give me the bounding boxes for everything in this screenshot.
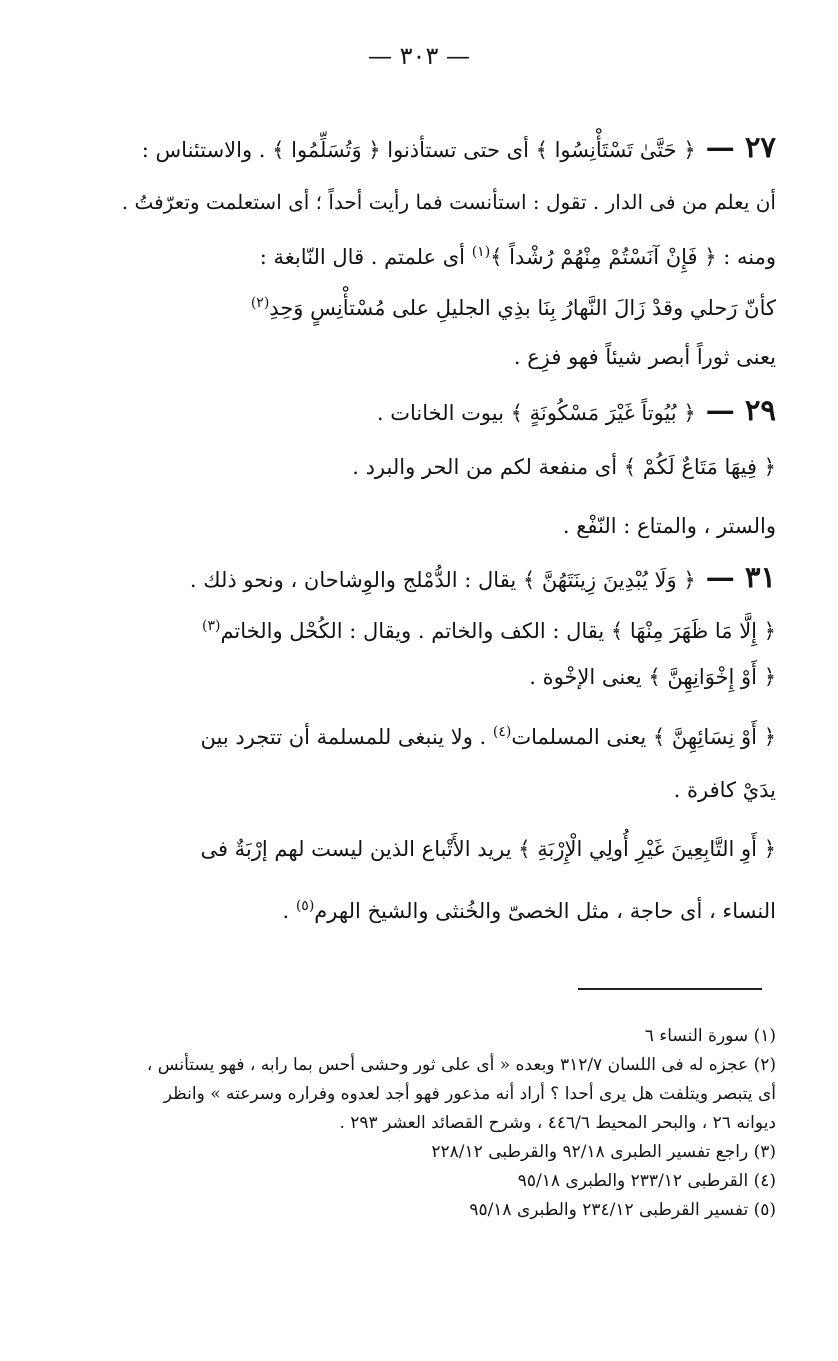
line-text: ومنه : ﴿ فَإِنْ آنَسْتُمْ مِنْهُمْ رُشْداً ﴾	[490, 245, 776, 269]
line-text: ﴿ وَلَا يُبْدِينَ زِينَتَهُنَّ ﴾ يقال : الدُّمْلج والوِشاحان ، ونحو ذلك .	[189, 568, 696, 592]
line-text: يدَيْ كافرة .	[673, 778, 776, 802]
text-line	[108, 652, 776, 702]
footnotes	[108, 1022, 776, 1225]
footnote-line: (١) سورة النساء ٦	[644, 1026, 776, 1046]
text-line	[108, 762, 776, 818]
line-text-continued: .	[282, 899, 296, 923]
verse-number: ٢٧ —	[695, 130, 776, 164]
text-line	[108, 498, 776, 554]
line-text: ﴿ فِيهَا مَتَاعٌ لَكُمْ ﴾ أى منفعة لكم من الحر والبرد .	[352, 455, 776, 479]
footnote-marker: (٤)	[492, 724, 512, 740]
footnote-line: (٤) القرطبى ٢٣٣/١٢ والطبرى ٩٥/١٨	[517, 1171, 776, 1191]
footnote-marker: (٢)	[250, 295, 270, 311]
main-text	[108, 118, 776, 932]
line-text-continued: . ولا ينبغى للمسلمة أن تتجرد بين	[200, 725, 493, 749]
text-line	[108, 880, 776, 932]
footnote-line: (٢) عجزه له فى اللسان ٣١٢/٧ وبعده « أى على ثور وحشى أحس بما رابه ، فهو يستأنس ،	[146, 1055, 776, 1075]
line-text-continued: أى علمتم . قال النّابغة :	[259, 245, 472, 269]
text-line	[108, 228, 776, 276]
verse-number: ٣١ —	[695, 560, 776, 594]
text-line	[108, 276, 776, 330]
line-text: يعنى ثوراً أبصر شيئاً فهو فزِع .	[513, 345, 776, 369]
footnote-line: أى يتبصر ويتلفت هل يرى أحدا ؟ أراد أنه مذعور فهو أجد لعدوه وفراره وسرعته » وانظر	[163, 1084, 776, 1104]
text-line	[108, 384, 776, 436]
text-line	[108, 600, 776, 652]
line-text: ﴿ أَوِ التَّابِعِينَ غَيْرِ أُولِي الْإِرْبَةِ ﴾ يريد الأَتْباع الذين ليست لهم إرْبَةٌ فى	[200, 837, 776, 861]
text-line	[108, 118, 776, 176]
line-text: ﴿ أَوْ إِخْوَانِهِنَّ ﴾ يعنى الإخْوة .	[529, 665, 776, 689]
line-text: النساء ، أى حاجة ، مثل الخصىّ والخُنثى والشيخ الهرم	[314, 899, 776, 923]
footnote-marker: (١)	[471, 244, 491, 260]
line-text: ﴿ أَوْ نِسَائِهِنَّ ﴾ يعنى المسلمات	[511, 725, 776, 749]
footnote-line: (٥) تفسير القرطبى ٢٣٤/١٢ والطبرى ٩٥/١٨	[469, 1200, 776, 1220]
footnote-marker: (٣)	[201, 618, 221, 634]
text-line	[108, 554, 776, 600]
line-text: ﴿ حَتَّىٰ تَسْتَأْنِسُوا ﴾ أى حتى تستأذنوا ﴿ وَتُسَلِّمُوا ﴾ . والاستئناس :	[141, 138, 696, 162]
line-text: والستر ، والمتاع : النّفْع .	[562, 514, 776, 538]
text-line	[108, 436, 776, 498]
footnote-line: (٣) راجع تفسير الطبرى ٩٢/١٨ والقرطبى ٢٢٨/١٢	[431, 1142, 776, 1162]
footnote-divider	[578, 988, 762, 990]
line-text: كأنّ رَحلي وقدْ زَالَ النَّهارُ بِنَا بذِي الجليلِ على مُسْتأْنِسٍ وَحِدِ	[269, 296, 776, 320]
page-number: — ٣٠٣ —	[368, 42, 470, 70]
text-line	[108, 702, 776, 762]
text-line	[108, 818, 776, 880]
footnote-marker: (٥)	[295, 898, 315, 914]
line-text: أن يعلم من فى الدار . تقول : استأنست فما رأيت أحداً ؛ أى استعلمت وتعرّفتُ .	[121, 190, 776, 214]
line-text: ﴿ إِلَّا مَا ظَهَرَ مِنْهَا ﴾ يقال : الكف والخاتم . ويقال : الكُحْل والخاتم	[220, 619, 776, 643]
text-line	[108, 176, 776, 228]
text-line	[108, 330, 776, 384]
line-text: ﴿ بُيُوتاً غَيْرَ مَسْكُونَةٍ ﴾ بيوت الخانات .	[376, 401, 696, 425]
verse-number: ٢٩ —	[695, 393, 776, 427]
footnote-line: ديوانه ٢٦ ، والبحر المحيط ٤٤٦/٦ ، وشرح القصائد العشر ٢٩٣ .	[339, 1113, 776, 1133]
